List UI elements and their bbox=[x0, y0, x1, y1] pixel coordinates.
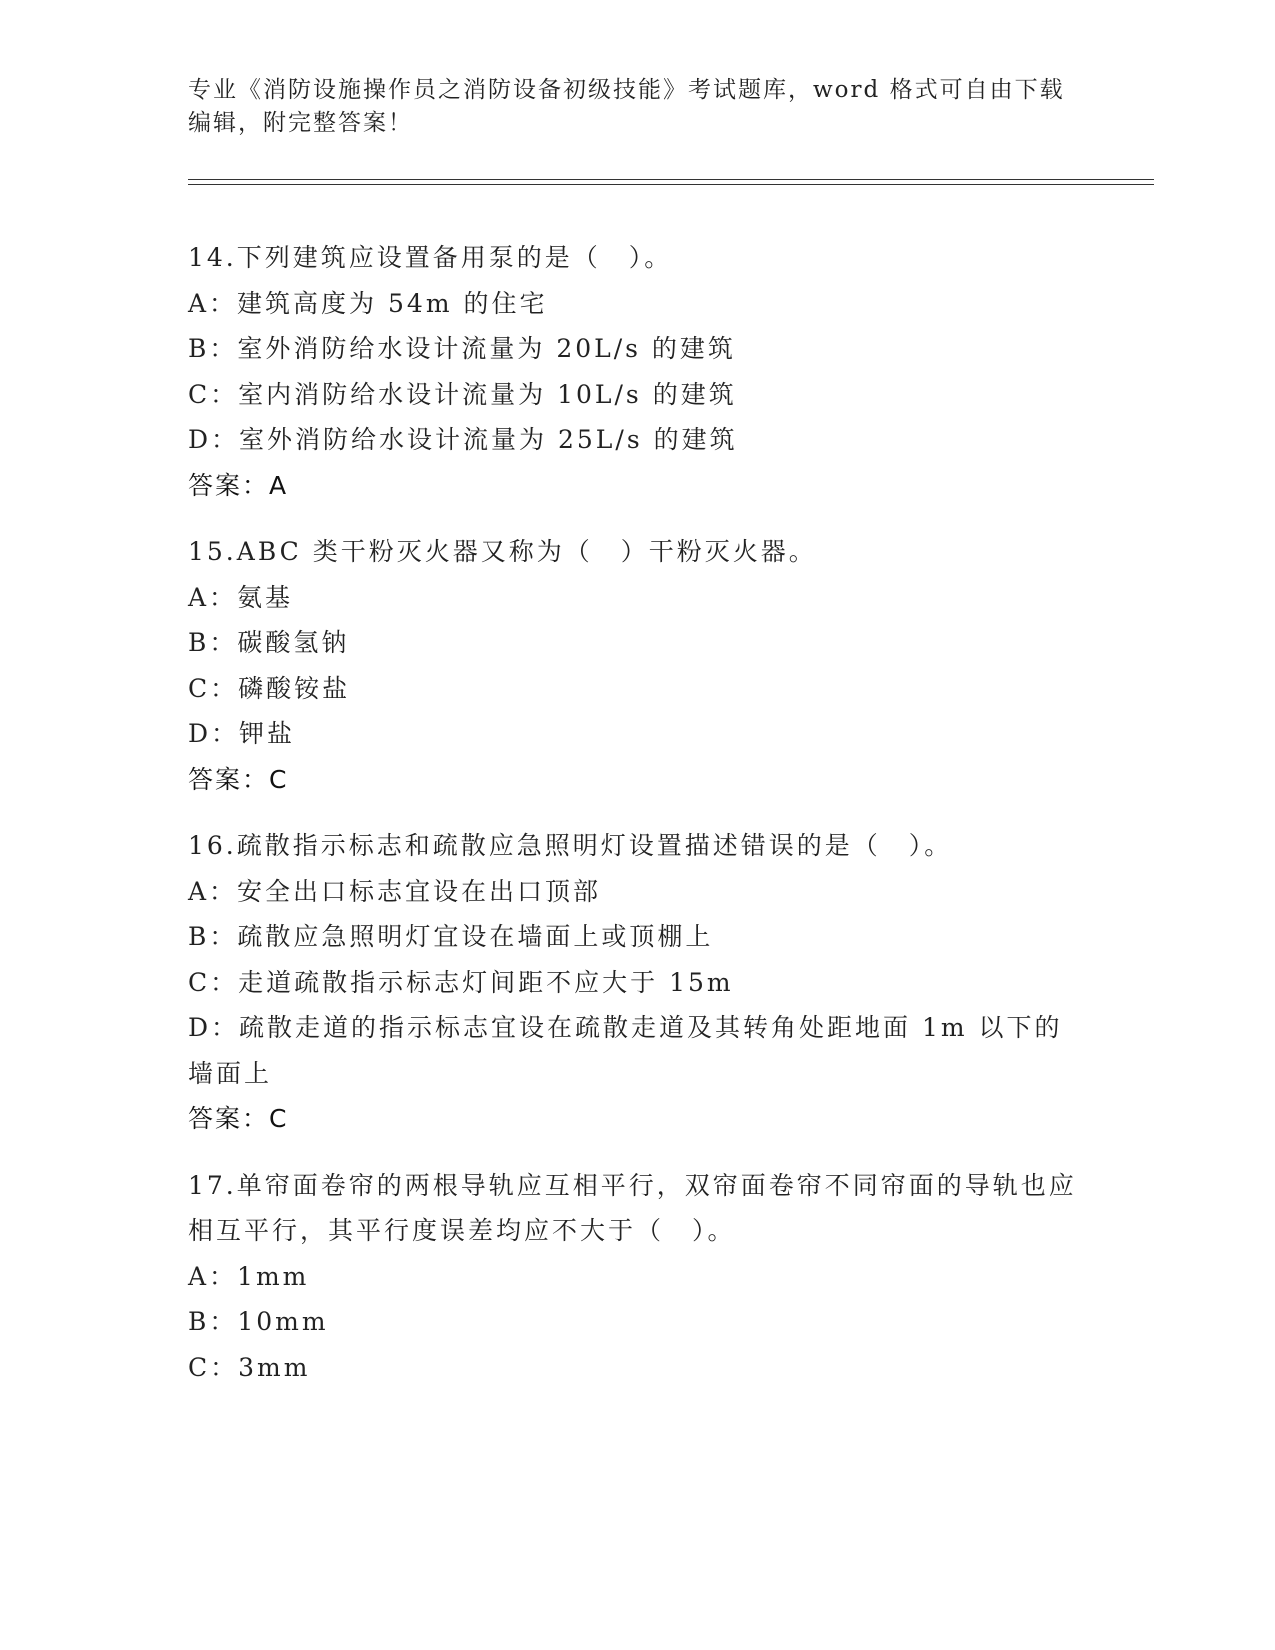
option-c: C：磷酸铵盐 bbox=[188, 673, 351, 703]
question-list bbox=[188, 235, 1088, 1411]
option-c: C：3mm bbox=[188, 1352, 311, 1382]
answer-line: 答案：C bbox=[188, 764, 289, 794]
option-a: A：建筑高度为 54m 的住宅 bbox=[188, 288, 548, 318]
header-rule-bottom bbox=[188, 184, 1154, 185]
answer-line: 答案：C bbox=[188, 1104, 289, 1133]
option-b: B：碳酸氢钠 bbox=[188, 628, 350, 657]
option-a: A：氨基 bbox=[188, 582, 294, 612]
option-d: D：钾盐 bbox=[188, 719, 296, 748]
question-15 bbox=[188, 529, 1088, 802]
option-d: D：室外消防给水设计流量为 25L/s 的建筑 bbox=[188, 425, 738, 454]
option-c: C：走道疏散指示标志灯间距不应大于 15m bbox=[188, 967, 734, 997]
option-a: A：1mm bbox=[188, 1261, 310, 1291]
answer-line: 答案：A bbox=[188, 470, 289, 500]
header-rule-top bbox=[188, 179, 1154, 180]
question-stem: 16.疏散指示标志和疏散应急照明灯设置描述错误的是（ ）。 bbox=[188, 831, 953, 860]
question-stem: 15.ABC 类干粉灭火器又称为（ ）干粉灭火器。 bbox=[188, 537, 817, 566]
question-16 bbox=[188, 823, 1088, 1142]
question-stem: 17.单帘面卷帘的两根导轨应互相平行，双帘面卷帘不同帘面的导轨也应相互平行，其平行度误差均应不大于（ ）。 bbox=[188, 1170, 1077, 1245]
option-d: D：疏散走道的指示标志宜设在疏散走道及其转角处距地面 1m 以下的墙面上 bbox=[188, 1013, 1063, 1088]
document-header bbox=[188, 74, 1088, 140]
question-stem: 14.下列建筑应设置备用泵的是（ ）。 bbox=[188, 243, 673, 272]
option-b: B：10mm bbox=[188, 1307, 329, 1336]
option-c: C：室内消防给水设计流量为 10L/s 的建筑 bbox=[188, 379, 737, 409]
question-17 bbox=[188, 1163, 1088, 1391]
header-text: 专业《消防设施操作员之消防设备初级技能》考试题库，word 格式可自由下载编辑，附完整答案！ bbox=[188, 77, 1065, 136]
option-b: B：疏散应急照明灯宜设在墙面上或顶棚上 bbox=[188, 922, 714, 951]
option-b: B：室外消防给水设计流量为 20L/s 的建筑 bbox=[188, 334, 736, 363]
option-a: A：安全出口标志宜设在出口顶部 bbox=[188, 876, 602, 906]
question-14 bbox=[188, 235, 1088, 508]
